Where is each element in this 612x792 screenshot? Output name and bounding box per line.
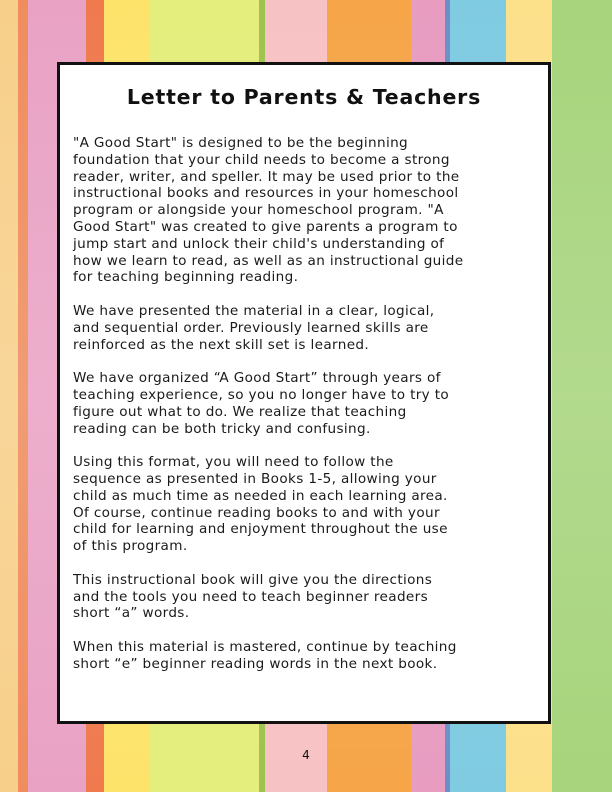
stripe (552, 0, 612, 792)
stripe (0, 0, 18, 792)
letter-body (73, 135, 540, 689)
stripe (18, 0, 28, 792)
page-title: Letter to Parents & Teachers (126, 85, 482, 109)
page-number: 4 (302, 748, 310, 762)
letter-panel (57, 62, 551, 724)
paragraph: When this material is mastered, continue by teaching short “e” beginner reading words in the next book. (73, 638, 457, 672)
paragraph: "A Good Start" is designed to be the beginning foundation that your child needs to become a strong reader, writer, and speller. It may be used prior to the instructional books and resources in your homeschool program or alongside your homeschool program. "A Good Start" was created to give parents a program to jump start and unlock their child's understanding of how we learn to read, as well as an instructional guide for teaching beginning reading. (73, 135, 464, 286)
paragraph: Using this format, you will need to follow the sequence as presented in Books 1-5, allowing your child as much time as needed in each learning area. Of course, continue reading books to and with your child for learning and enjoyment throughout the use of this program. (73, 454, 448, 555)
paragraph: We have organized “A Good Start” through years of teaching experience, so you no longer have to try to figure out what to do. We realize that teaching reading can be both tricky and confusing. (73, 370, 450, 437)
paragraph: We have presented the material in a clear, logical, and sequential order. Previously learned skills are reinforced as the next skill set is learned. (73, 302, 435, 353)
paragraph: This instructional book will give you the directions and the tools you need to teach beginner readers short “a” words. (73, 571, 433, 622)
